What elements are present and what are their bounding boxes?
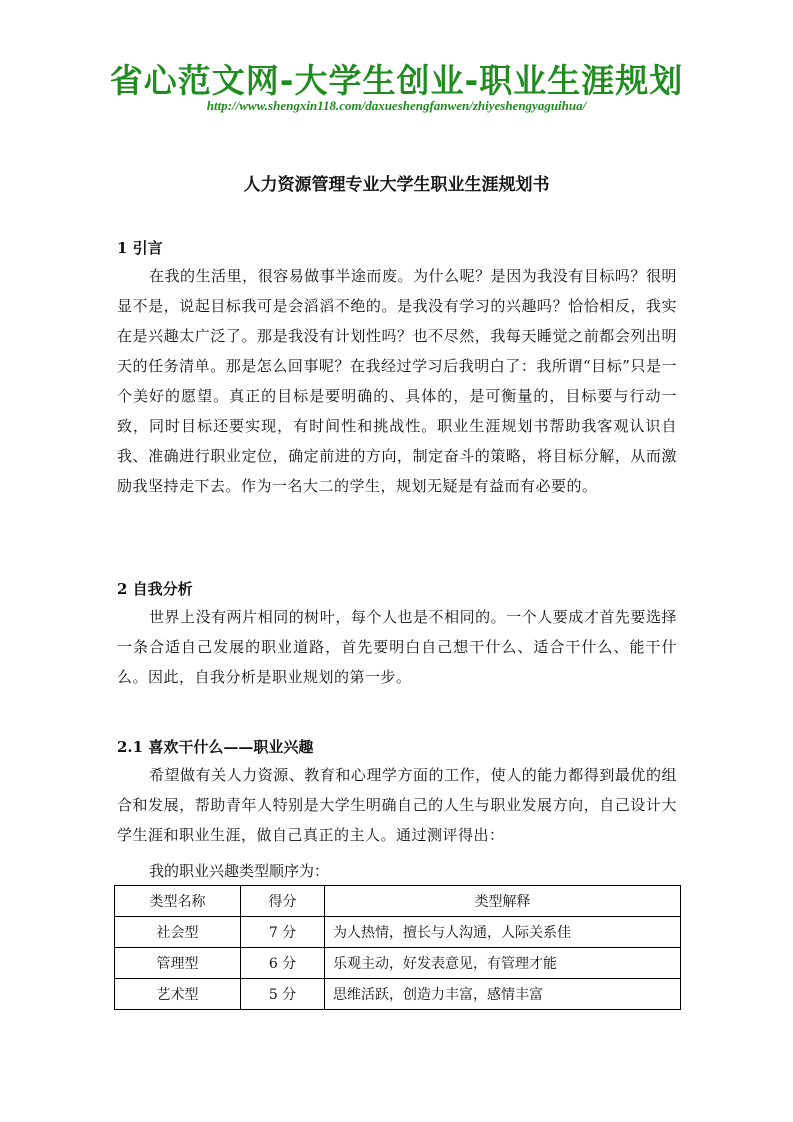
table-header-row	[115, 886, 681, 917]
table-cell-explanation: 乐观主动，好发表意见，有管理才能	[325, 948, 681, 979]
table-header-cell: 类型解释	[325, 886, 681, 917]
table-row	[115, 917, 681, 948]
section-heading-self-analysis: 2 自我分析	[117, 580, 193, 598]
table-cell-type: 管理型	[115, 948, 241, 979]
interest-order-line: 我的职业兴趣类型顺序为：	[149, 862, 330, 880]
table-row	[115, 948, 681, 979]
site-banner-url[interactable]: http://www.shengxin118.com/daxueshengfanwen/zhiyeshengyaguihua/	[206, 98, 587, 113]
table-cell-score: 5 分	[241, 979, 325, 1010]
document-title: 人力资源管理专业大学生职业生涯规划书	[243, 175, 550, 195]
section-paragraph-interest: 希望做有关人力资源、教育和心理学方面的工作，使人的能力都得到最优的组合和发展，帮助青年人特别是大学生明确自己的人生与职业发展方向，自己设计大学生涯和职业生涯，做自己真正的主人。通过测评得出：	[117, 766, 677, 844]
section-heading-intro: 1 引言	[117, 239, 163, 257]
table-cell-explanation: 思维活跃，创造力丰富，感情丰富	[325, 979, 681, 1010]
section-heading-interest: 2.1 喜欢干什么——职业兴趣	[117, 738, 314, 756]
table-cell-score: 7 分	[241, 917, 325, 948]
table-cell-type: 社会型	[115, 917, 241, 948]
table-cell-score: 6 分	[241, 948, 325, 979]
table-cell-explanation: 为人热情，擅长与人沟通，人际关系佳	[325, 917, 681, 948]
table-header-cell: 得分	[241, 886, 325, 917]
site-banner-title: 省心范文网-大学生创业-职业生涯规划	[109, 61, 684, 100]
table-header-cell: 类型名称	[115, 886, 241, 917]
interest-type-table	[114, 885, 681, 1010]
section-paragraph-self-analysis: 世界上没有两片相同的树叶，每个人也是不相同的。一个人要成才首先要选择一条合适自己发展的职业道路，首先要明白自己想干什么、适合干什么、能干什么。因此，自我分析是职业规划的第一步。	[117, 608, 677, 686]
table-row	[115, 979, 681, 1010]
table-cell-type: 艺术型	[115, 979, 241, 1010]
section-paragraph-intro: 在我的生活里，很容易做事半途而废。为什么呢？是因为我没有目标吗？很明显不是，说起目标我可是会滔滔不绝的。是我没有学习的兴趣吗？恰恰相反，我实在是兴趣太广泛了。那是我没有计划性吗？也不尽然，我每天睡觉之前都会列出明天的任务清单。那是怎么回事呢？在我经过学习后我明白了：我所谓“目标”只是一个美好的愿望。真正的目标是要明确的、具体的，是可衡量的，目标要与行动一致，同时目标还要实现，有时间性和挑战性。职业生涯规划书帮助我客观认识自我、准确进行职业定位，确定前进的方向，制定奋斗的策略，将目标分解，从而激励我坚持走下去。作为一名大二的学生，规划无疑是有益而有必要的。	[117, 267, 677, 495]
